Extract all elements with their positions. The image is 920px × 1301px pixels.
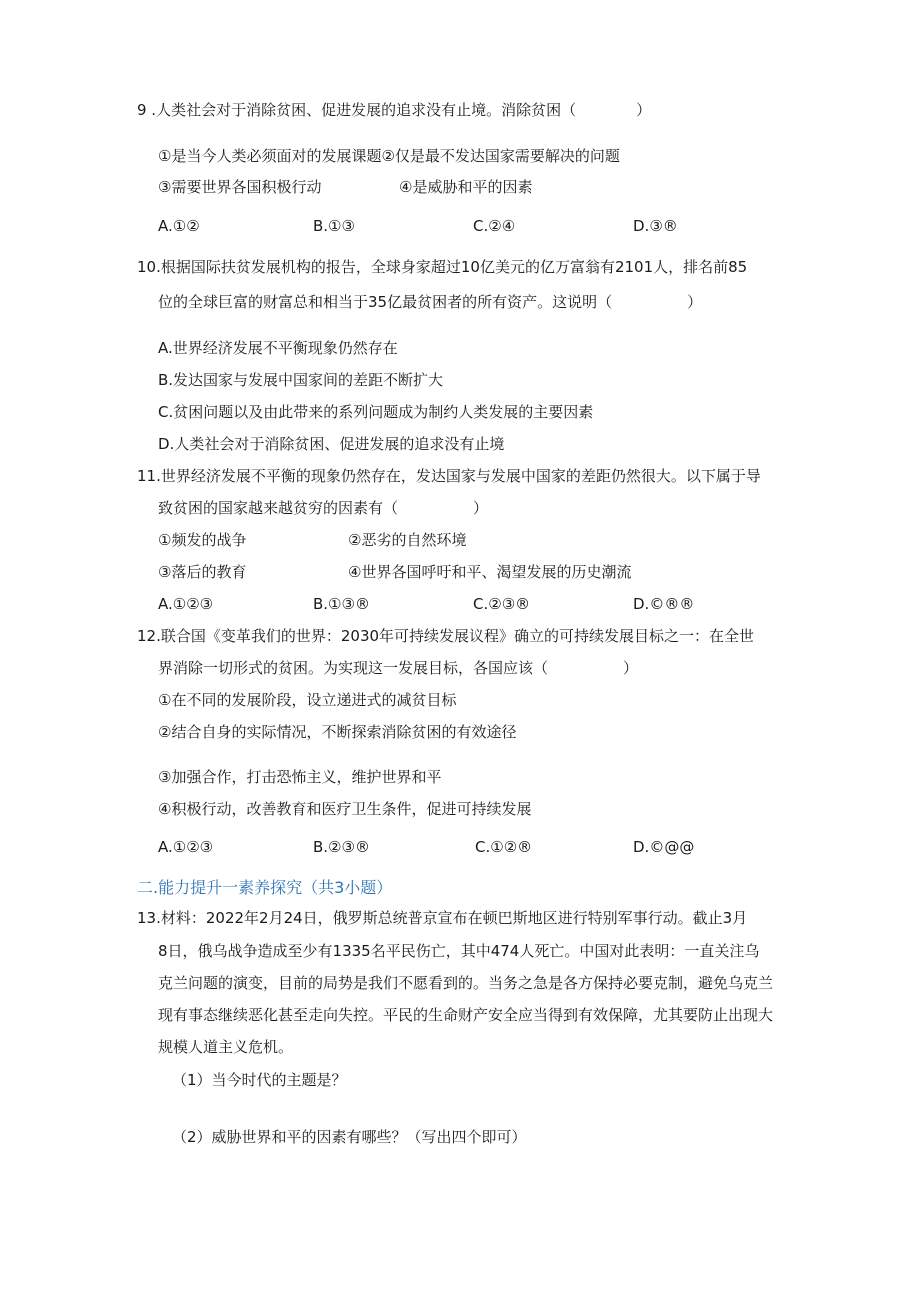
q12-item-1: ①在不同的发展阶段，设立递进式的减贫目标 — [158, 691, 457, 709]
q12-option-c[interactable]: C.①②® — [475, 838, 533, 856]
q11-option-b[interactable]: B.①③® — [313, 595, 370, 613]
q11-item-3: ③落后的教育 — [158, 563, 247, 581]
q12-item-3: ③加强合作，打击恐怖主义，维护世界和平 — [158, 768, 442, 786]
q12-item-2: ②结合自身的实际情况，不断探索消除贫困的有效途径 — [158, 723, 517, 741]
q10-option-d[interactable]: D.人类社会对于消除贫困、促进发展的追求没有止境 — [158, 435, 505, 453]
q9-option-c[interactable]: C.②④ — [473, 217, 516, 235]
q13-material-line2: 8日，俄乌战争造成至少有1335名平民伤亡，其中474人死亡。中国对此表明：一直关注乌 — [158, 942, 760, 960]
q11-option-a[interactable]: A.①②③ — [158, 595, 214, 613]
q10-option-a[interactable]: A.世界经济发展不平衡现象仍然存在 — [158, 339, 398, 357]
q12-option-d[interactable]: D.©@@ — [633, 838, 695, 856]
q10-option-b[interactable]: B.发达国家与发展中国家间的差距不断扩大 — [158, 371, 444, 389]
q9-item-3: ③需要世界各国积极行动 — [158, 178, 322, 196]
q9-item-1-2: ①是当今人类必须面对的发展课题②仅是最不发达国家需要解决的问题 — [158, 147, 620, 165]
q12-option-b[interactable]: B.②③® — [313, 838, 370, 856]
q13-material-line1: 13.材料：2022年2月24日，俄罗斯总统普京宣布在顿巴斯地区进行特别军事行动。截止3月 — [137, 909, 748, 927]
q9-stem: 9 .人类社会对于消除贫困、促进发展的追求没有止境。消除贫困（ ） — [137, 101, 652, 119]
q9-option-d[interactable]: D.③® — [633, 217, 678, 235]
q11-option-c[interactable]: C.②③® — [473, 595, 531, 613]
q11-stem-line1: 11.世界经济发展不平衡的现象仍然存在，发达国家与发展中国家的差距仍然很大。以下属于导 — [137, 467, 761, 485]
q9-option-b[interactable]: B.①③ — [313, 217, 355, 235]
q13-subquestion-1: （1）当今时代的主题是？ — [172, 1071, 347, 1089]
q11-option-d[interactable]: D.©®® — [633, 595, 695, 613]
q11-item-2: ②恶劣的自然环境 — [348, 531, 467, 549]
q12-item-4: ④积极行动，改善教育和医疗卫生条件，促进可持续发展 — [158, 800, 532, 818]
q13-material-line5: 规模人道主义危机。 — [158, 1038, 294, 1056]
q10-stem-line2: 位的全球巨富的财富总和相当于35亿最贫困者的所有资产。这说明（ ） — [158, 293, 703, 311]
q11-item-4: ④世界各国呼吁和平、渴望发展的历史潮流 — [348, 563, 632, 581]
section-heading: 二.能力提升一素养探究（共3小题） — [137, 878, 393, 897]
q12-stem-line1: 12.联合国《变革我们的世界：2030年可持续发展议程》确立的可持续发展目标之一：在全世 — [137, 627, 755, 645]
q12-option-a[interactable]: A.①②③ — [158, 838, 214, 856]
q11-stem-line2: 致贫困的国家越来越贫穷的因素有（ ） — [158, 499, 489, 517]
q9-item-4: ④是威胁和平的因素 — [399, 178, 533, 196]
q13-material-line4: 现有事态继续恶化甚至走向失控。平民的生命财产安全应当得到有效保障，尤其要防止出现大 — [158, 1006, 774, 1024]
q13-subquestion-2: （2）威胁世界和平的因素有哪些？（写出四个即可） — [172, 1128, 527, 1146]
q10-stem-line1: 10.根据国际扶贫发展机构的报告，全球身家超过10亿美元的亿万富翁有2101人，排名前85 — [137, 258, 748, 276]
q13-material-line3: 克兰问题的演变，目前的局势是我们不愿看到的。当务之急是各方保持必要克制，避免乌克兰 — [158, 974, 774, 992]
q12-stem-line2: 界消除一切形式的贫困。为实现这一发展目标，各国应该（ ） — [158, 659, 639, 677]
q11-item-1: ①频发的战争 — [158, 531, 247, 549]
q9-option-a[interactable]: A.①② — [158, 217, 200, 235]
q10-option-c[interactable]: C.贫困问题以及由此带来的系列问题成为制约人类发展的主要因素 — [158, 403, 594, 421]
